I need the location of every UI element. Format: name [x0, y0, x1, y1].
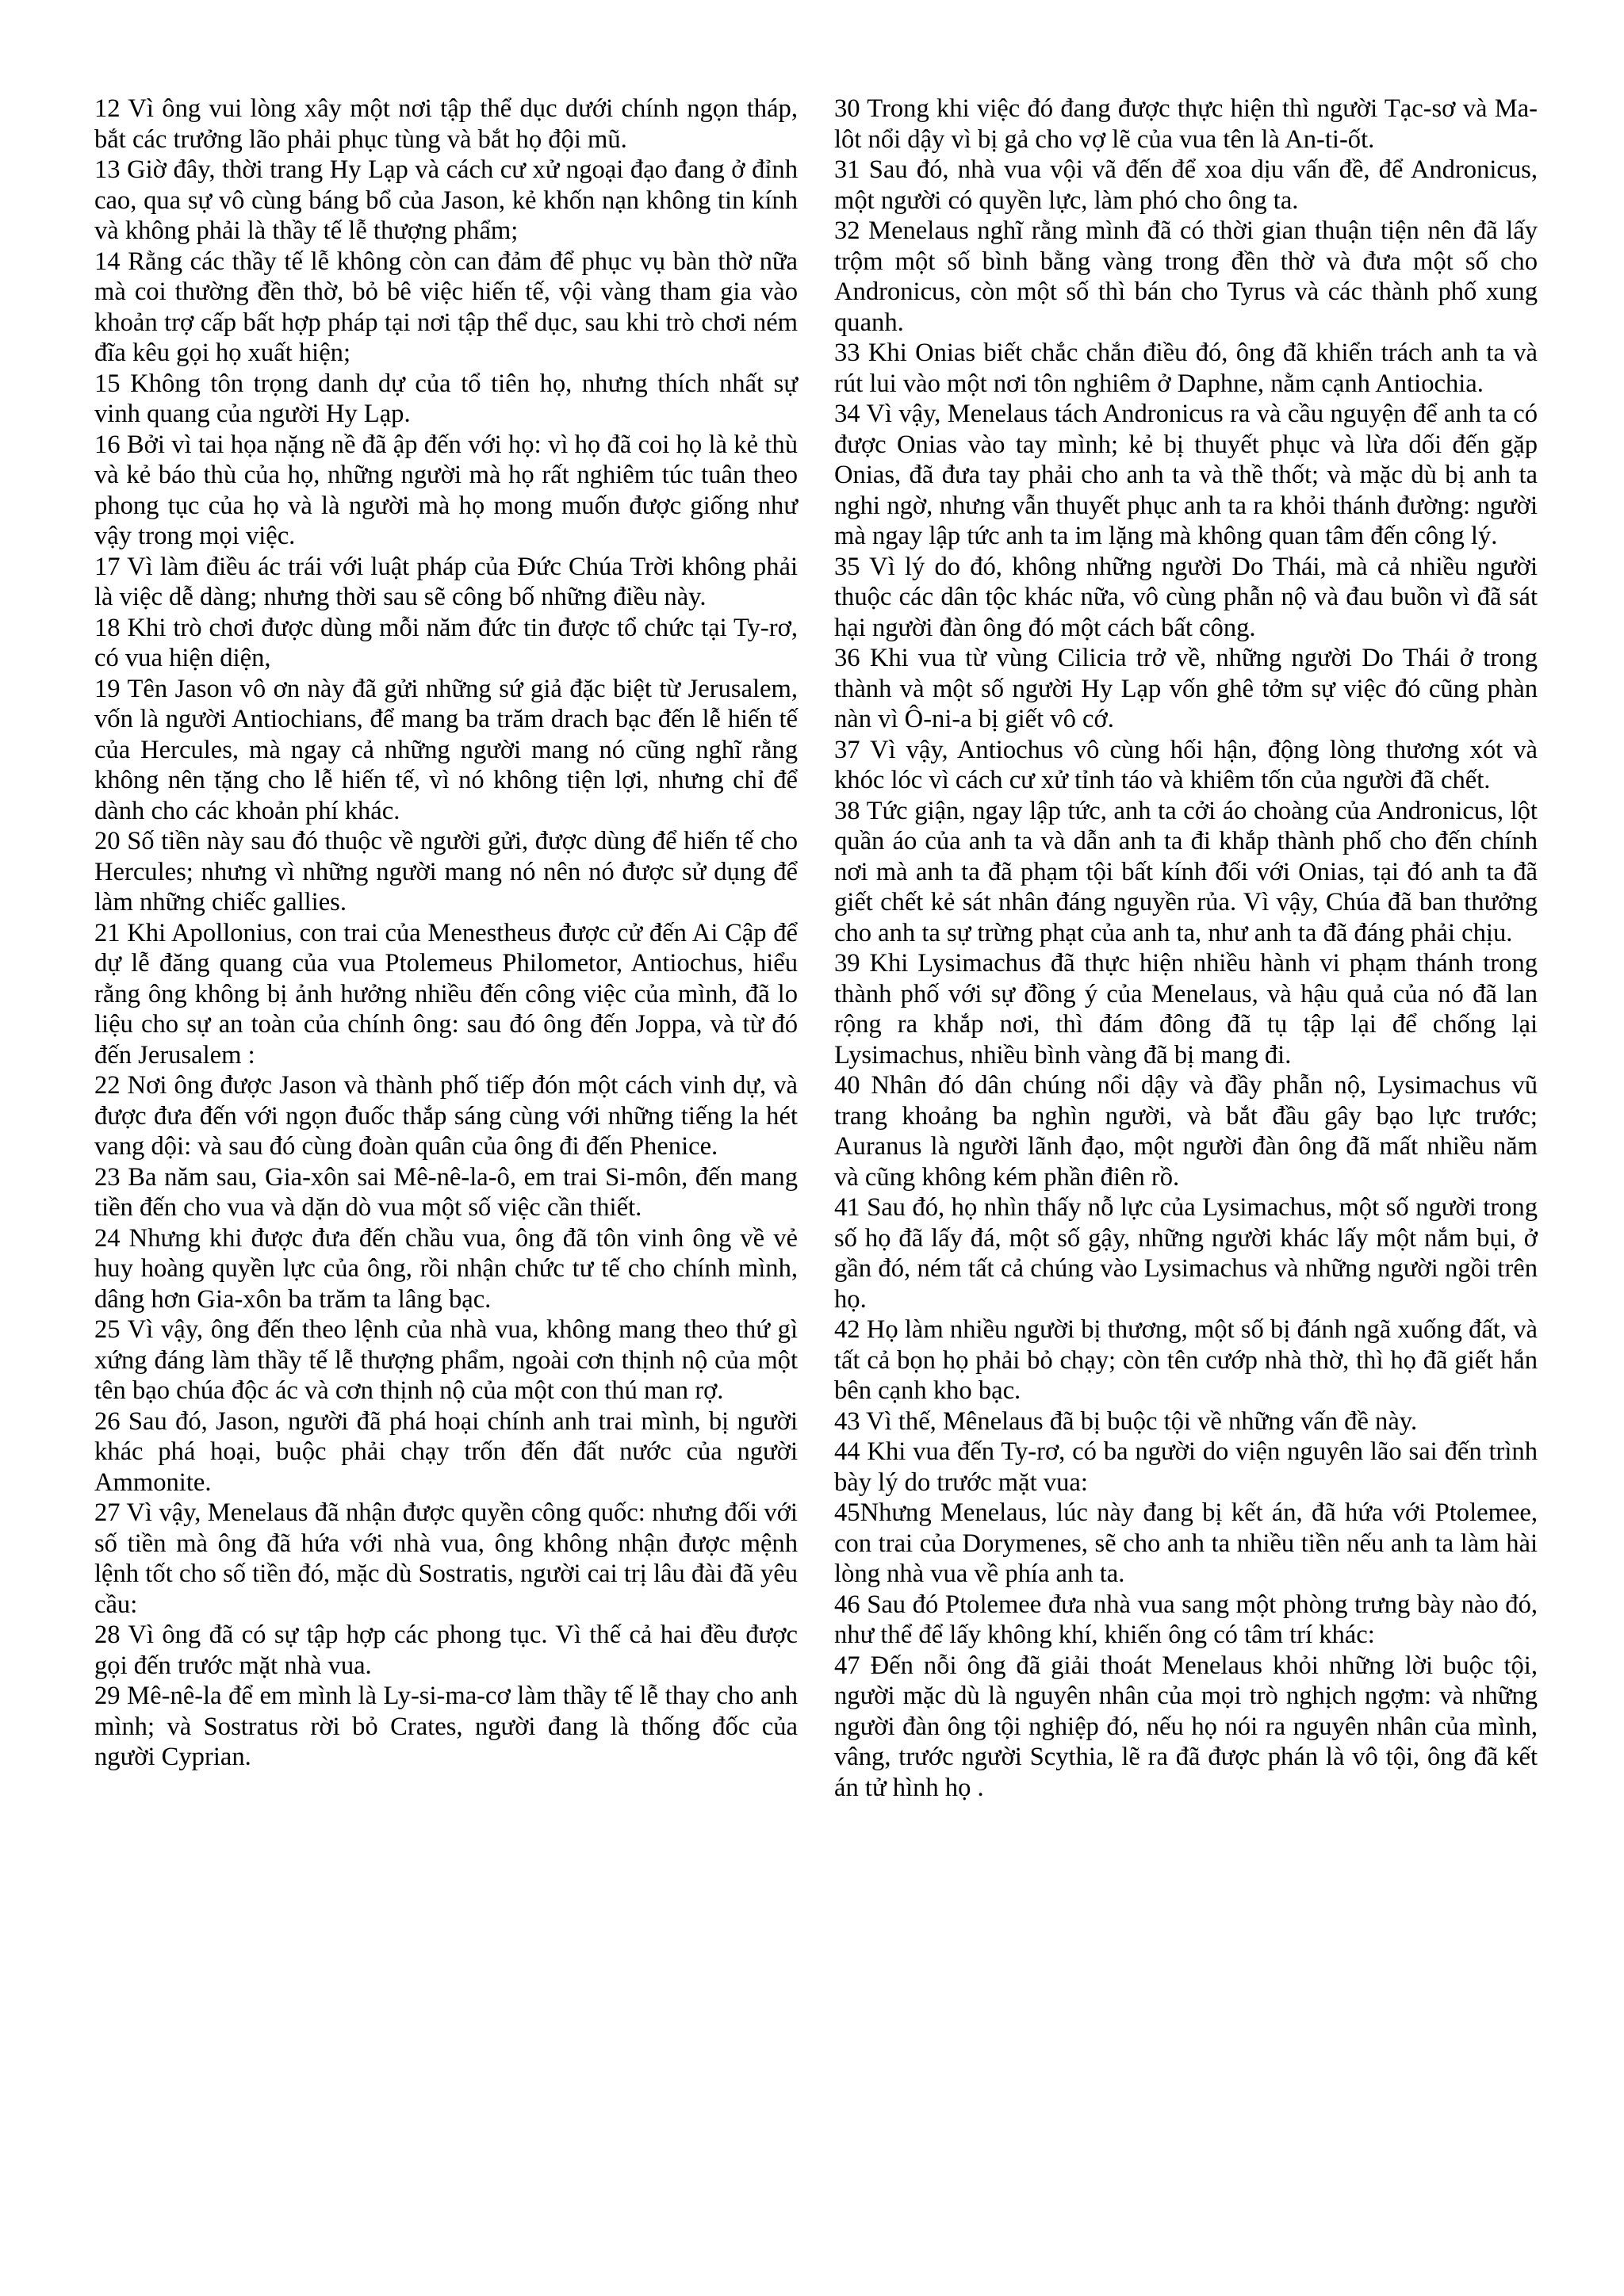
verse-37: 37 Vì vậy, Antiochus vô cùng hối hận, động lòng thương xót và khóc lóc vì cách cư xử tỉnh táo và khiêm tốn của người đã chết.: [834, 735, 1538, 794]
right-column: [834, 94, 1538, 2234]
verse-18: 18 Khi trò chơi được dùng mỗi năm đức tin được tổ chức tại Ty-rơ, có vua hiện diện,: [94, 613, 798, 672]
document-page: [94, 94, 1538, 2234]
verse-22: 22 Nơi ông được Jason và thành phố tiếp đón một cách vinh dự, và được đưa đến với ngọn đuốc thắp sáng cùng với những tiếng la hét vang dội: và sau đó cùng đoàn quân của ông đi đến Phenice.: [94, 1071, 798, 1161]
verse-42: 42 Họ làm nhiều người bị thương, một số bị đánh ngã xuống đất, và tất cả bọn họ phải bỏ chạy; còn tên cướp nhà thờ, thì họ đã giết hắn bên cạnh kho bạc.: [834, 1315, 1538, 1405]
verse-33: 33 Khi Onias biết chắc chắn điều đó, ông đã khiển trách anh ta và rút lui vào một nơi tôn nghiêm ở Daphne, nằm cạnh Antiochia.: [834, 339, 1538, 398]
verse-21: 21 Khi Apollonius, con trai của Menestheus được cử đến Ai Cập để dự lễ đăng quang của vua Ptolemeus Philometor, Antiochus, hiểu rằng ông không bị ảnh hưởng nhiều đến công việc của mình, đã lo liệu cho sự an toàn của chính ông: sau đó ông đến Joppa, và từ đó đến Jerusalem :: [94, 918, 798, 1070]
verse-14: 14 Rằng các thầy tế lễ không còn can đảm để phục vụ bàn thờ nữa mà coi thường đền thờ, bỏ bê việc hiến tế, vội vàng tham gia vào khoản trợ cấp bất hợp pháp tại nơi tập thể dục, sau khi trò chơi ném đĩa kêu gọi họ xuất hiện;: [94, 247, 798, 367]
verse-16: 16 Bởi vì tai họa nặng nề đã ập đến với họ: vì họ đã coi họ là kẻ thù và kẻ báo thù của họ, những người mà họ rất nghiêm túc tuân theo phong tục của họ và là người mà họ mong muốn được giống như vậy trong mọi việc.: [94, 430, 798, 550]
verse-24: 24 Nhưng khi được đưa đến chầu vua, ông đã tôn vinh ông về vẻ huy hoàng quyền lực của ông, rồi nhận chức tư tế cho chính mình, dâng hơn Gia-xôn ba trăm ta lâng bạc.: [94, 1223, 798, 1314]
verse-31: 31 Sau đó, nhà vua vội vã đến để xoa dịu vấn đề, để Andronicus, một người có quyền lực, làm phó cho ông ta.: [834, 155, 1538, 215]
verse-41: 41 Sau đó, họ nhìn thấy nỗ lực của Lysimachus, một số người trong số họ đã lấy đá, một số gậy, những người khác lấy một nắm bụi, ở gần đó, ném tất cả chúng vào Lysimachus và những người ngồi trên họ.: [834, 1193, 1538, 1314]
verse-25: 25 Vì vậy, ông đến theo lệnh của nhà vua, không mang theo thứ gì xứng đáng làm thầy tế lễ thượng phẩm, ngoài cơn thịnh nộ của một tên bạo chúa độc ác và cơn thịnh nộ của một con thú man rợ.: [94, 1315, 798, 1405]
verse-28: 28 Vì ông đã có sự tập hợp các phong tục. Vì thế cả hai đều được gọi đến trước mặt nhà vua.: [94, 1621, 798, 1680]
verse-19: 19 Tên Jason vô ơn này đã gửi những sứ giả đặc biệt từ Jerusalem, vốn là người Antiochians, để mang ba trăm drach bạc đến lễ hiến tế của Hercules, mà ngay cả những người mang nó cũng nghĩ rằng không nên tặng cho lễ hiến tế, vì nó không tiện lợi, nhưng chỉ để dành cho các khoản phí khác.: [94, 674, 798, 825]
verse-34: 34 Vì vậy, Menelaus tách Andronicus ra và cầu nguyện để anh ta có được Onias vào tay mình; kẻ bị thuyết phục và lừa dối đến gặp Onias, đã đưa tay phải cho anh ta và thề thốt; và mặc dù bị anh ta nghi ngờ, nhưng vẫn thuyết phục anh ta ra khỏi thánh đường: người mà ngay lập tức anh ta im lặng mà không quan tâm đến công lý.: [834, 400, 1538, 550]
verse-12: 12 Vì ông vui lòng xây một nơi tập thể dục dưới chính ngọn tháp, bắt các trưởng lão phải phục tùng và bắt họ đội mũ.: [94, 94, 798, 154]
verse-17: 17 Vì làm điều ác trái với luật pháp của Đức Chúa Trời không phải là việc dễ dàng; nhưng thời sau sẽ công bố những điều này.: [94, 552, 798, 611]
verse-40: 40 Nhân đó dân chúng nổi dậy và đầy phẫn nộ, Lysimachus vũ trang khoảng ba nghìn người, và bắt đầu gây bạo lực trước; Auranus là người lãnh đạo, một người đàn ông đã mất nhiều năm và cũng không kém phần điên rồ.: [834, 1071, 1538, 1192]
verse-47: 47 Đến nỗi ông đã giải thoát Menelaus khỏi những lời buộc tội, người mặc dù là nguyên nhân của mọi trò nghịch ngợm: và những người đàn ông tội nghiệp đó, nếu họ nói ra nguyên nhân của mình, vâng, trước người Scythia, lẽ ra đã được phán là vô tội, ông đã kết án tử hình họ .: [834, 1651, 1538, 1802]
verse-38: 38 Tức giận, ngay lập tức, anh ta cởi áo choàng của Andronicus, lột quần áo của anh ta và dẫn anh ta đi khắp thành phố cho đến chính nơi mà anh ta đã phạm tội bất kính đối với Onias, tại đó anh ta đã giết chết kẻ sát nhân đáng nguyền rủa. Vì vậy, Chúa đã ban thưởng cho anh ta sự trừng phạt của anh ta, như anh ta đã đáng phải chịu.: [834, 796, 1538, 947]
verse-29: 29 Mê-nê-la để em mình là Ly-si-ma-cơ làm thầy tế lễ thay cho anh mình; và Sostratus rời bỏ Crates, người đang là thống đốc của người Cyprian.: [94, 1682, 798, 1771]
verse-26: 26 Sau đó, Jason, người đã phá hoại chính anh trai mình, bị người khác phá hoại, buộc phải chạy trốn đến đất nước của người Ammonite.: [94, 1406, 798, 1497]
verse-23: 23 Ba năm sau, Gia-xôn sai Mê-nê-la-ô, em trai Si-môn, đến mang tiền đến cho vua và dặn dò vua một số việc cần thiết.: [94, 1162, 798, 1222]
verse-27: 27 Vì vậy, Menelaus đã nhận được quyền công quốc: nhưng đối với số tiền mà ông đã hứa với nhà vua, ông không nhận được mệnh lệnh tốt cho số tiền đó, mặc dù Sostratis, người cai trị lâu đài đã yêu cầu:: [94, 1498, 798, 1619]
verse-35: 35 Vì lý do đó, không những người Do Thái, mà cả nhiều người thuộc các dân tộc khác nữa, vô cùng phẫn nộ và đau buồn vì đã sát hại người đàn ông đó một cách bất công.: [834, 552, 1538, 642]
verse-36: 36 Khi vua từ vùng Cilicia trở về, những người Do Thái ở trong thành và một số người Hy Lạp vốn ghê tởm sự việc đó cũng phàn nàn vì Ô-ni-a bị giết vô cớ.: [834, 644, 1538, 733]
verse-30: 30 Trong khi việc đó đang được thực hiện thì người Tạc-sơ và Ma-lôt nổi dậy vì bị gả cho vợ lẽ của vua tên là An-ti-ốt.: [834, 94, 1538, 154]
verse-20: 20 Số tiền này sau đó thuộc về người gửi, được dùng để hiến tế cho Hercules; nhưng vì những người mang nó nên nó được sử dụng để làm những chiếc gallies.: [94, 827, 798, 916]
verse-45: 45Nhưng Menelaus, lúc này đang bị kết án, đã hứa với Ptolemee, con trai của Dorymenes, sẽ cho anh ta nhiều tiền nếu anh ta làm hài lòng nhà vua về phía anh ta.: [834, 1498, 1538, 1588]
verse-43: 43 Vì thế, Mênelaus đã bị buộc tội về những vấn đề này.: [834, 1406, 1418, 1436]
verse-15: 15 Không tôn trọng danh dự của tổ tiên họ, nhưng thích nhất sự vinh quang của người Hy Lạp.: [94, 369, 798, 428]
verse-44: 44 Khi vua đến Ty-rơ, có ba người do viện nguyên lão sai đến trình bày lý do trước mặt vua:: [834, 1437, 1538, 1497]
left-column: [94, 94, 798, 2234]
verse-46: 46 Sau đó Ptolemee đưa nhà vua sang một phòng trưng bày nào đó, như thể để lấy không khí, khiến ông có tâm trí khác:: [834, 1590, 1538, 1649]
verse-32: 32 Menelaus nghĩ rằng mình đã có thời gian thuận tiện nên đã lấy trộm một số bình bằng vàng trong đền thờ và đưa một số cho Andronicus, còn một số thì bán cho Tyrus và các thành phố xung quanh.: [834, 216, 1538, 337]
verse-39: 39 Khi Lysimachus đã thực hiện nhiều hành vi phạm thánh trong thành phố với sự đồng ý của Menelaus, và hậu quả của nó đã lan rộng ra khắp nơi, thì đám đông đã tụ tập lại để chống lại Lysimachus, nhiều bình vàng đã bị mang đi.: [834, 949, 1538, 1070]
verse-13: 13 Giờ đây, thời trang Hy Lạp và cách cư xử ngoại đạo đang ở đỉnh cao, qua sự vô cùng báng bổ của Jason, kẻ khốn nạn không tin kính và không phải là thầy tế lễ thượng phẩm;: [94, 155, 798, 245]
